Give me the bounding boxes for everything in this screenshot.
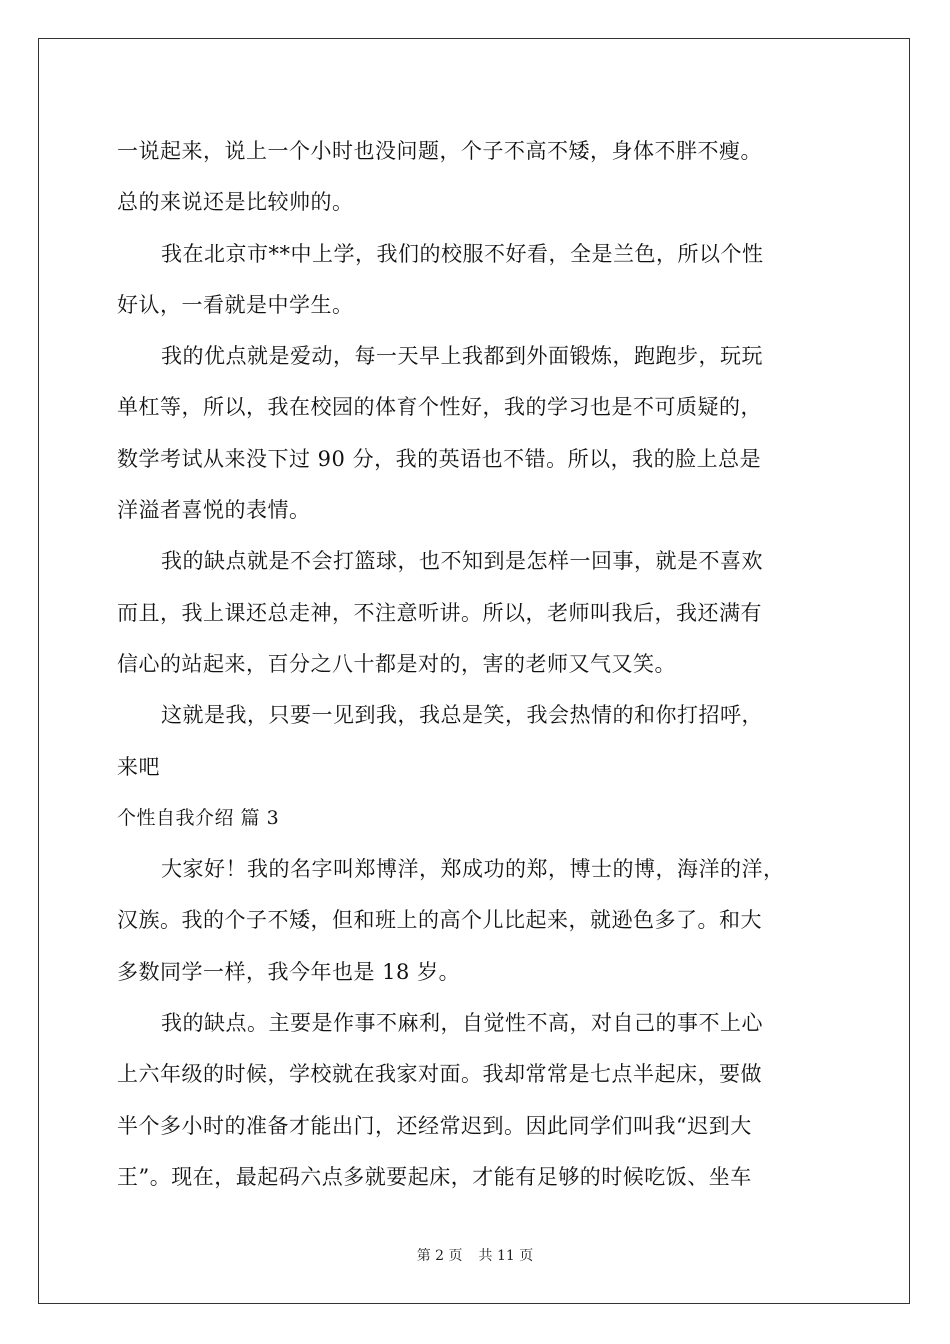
- text-line: 来吧: [117, 754, 160, 779]
- text-line: 一说起来，说上一个小时也没问题，个子不高不矮，身体不胖不瘦。: [117, 139, 762, 163]
- text-line: 上六年级的时候，学校就在我家对面。我却常常是七点半起床，要做: [117, 1062, 762, 1087]
- page-footer: [0, 1246, 950, 1266]
- paragraph-start: 大家好！我的名字叫郑博洋，郑成功的郑，博士的博，海洋的洋，: [161, 857, 785, 882]
- text-line: 而且，我上课还总走神，不注意听讲。所以，老师叫我后，我还满有: [117, 600, 762, 625]
- paragraph-start: 这就是我，只要一见到我，我总是笑，我会热情的和你打招呼，: [161, 703, 763, 728]
- text-line: 多数同学一样，我今年也是 18 岁。: [117, 959, 461, 984]
- page-total: 共 11 页: [478, 1248, 534, 1264]
- text-line: 好认，一看就是中学生。: [117, 292, 354, 317]
- text-line: 汉族。我的个子不矮，但和班上的高个儿比起来，就逊色多了。和大: [117, 908, 762, 933]
- paragraph-start: 我在北京市**中上学，我们的校服不好看，全是兰色，所以个性: [161, 241, 764, 266]
- page-number: 第 2 页: [416, 1248, 463, 1264]
- text-line: 王”。现在，最起码六点多就要起床，才能有足够的时候吃饭、坐车: [117, 1164, 752, 1189]
- paragraph-start: 我的缺点就是不会打篮球，也不知到是怎样一回事，就是不喜欢: [161, 549, 763, 574]
- text-line: 信心的站起来，百分之八十都是对的，害的老师又气又笑。: [117, 651, 676, 676]
- text-line: 洋溢者喜悦的表情。: [117, 498, 311, 523]
- document-body: [117, 126, 837, 1203]
- text-line: 总的来说还是比较帅的。: [117, 190, 354, 215]
- text-line: 数学考试从来没下过 90 分，我的英语也不错。所以，我的脸上总是: [117, 446, 762, 471]
- section-heading: 个性自我介绍 篇 3: [117, 806, 280, 829]
- text-line: 单杠等，所以，我在校园的体育个性好，我的学习也是不可质疑的，: [117, 395, 762, 420]
- paragraph-start: 我的优点就是爱动，每一天早上我都到外面锻炼，跑跑步，玩玩: [161, 344, 763, 369]
- paragraph-start: 我的缺点。主要是作事不麻利，自觉性不高，对自己的事不上心: [161, 1011, 763, 1036]
- text-line: 半个多小时的准备才能出门，还经常迟到。因此同学们叫我“迟到大: [117, 1113, 752, 1138]
